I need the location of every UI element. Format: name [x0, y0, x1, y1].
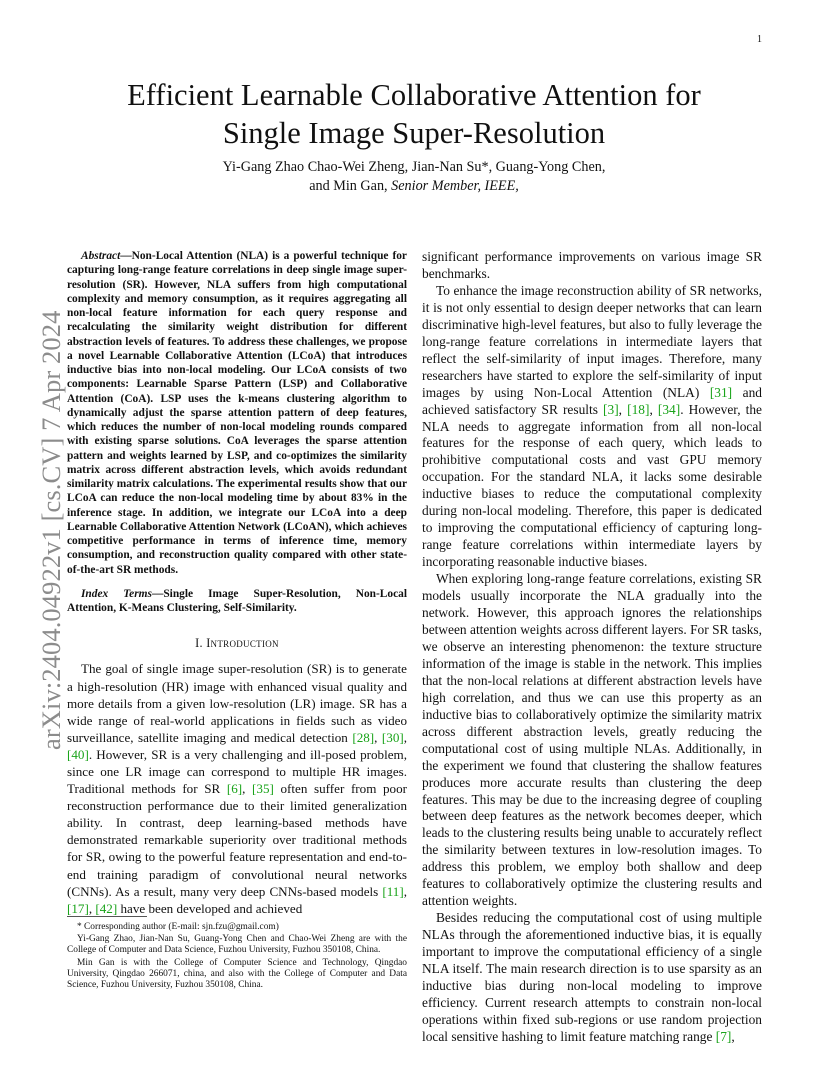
citation-link[interactable]: [3] [603, 401, 619, 417]
page-number: 1 [757, 34, 762, 45]
left-column [67, 249, 407, 917]
authors-membership: Senior Member, IEEE, [391, 178, 519, 194]
intro-text: To enhance the image reconstruction ability of SR networks, it is not only essential to design deeper networks that can learn discriminative high-level features, but also to fully leverage the long-range feature correlations in intermediate layers that reflect the self-similarity of input images. Therefore, many researchers have started to explore the self-similarity of input images by using Non-Local Attention (NLA) [422, 282, 762, 400]
citation-link[interactable]: [42] [95, 900, 118, 916]
right-column [422, 249, 762, 1046]
authors-line-1: Yi-Gang Zhao Chao-Wei Zheng, Jian-Nan Su*, Guang-Yong Chen, [222, 159, 606, 175]
abstract [67, 249, 407, 577]
footnotes [67, 922, 407, 992]
citation-link[interactable]: [11] [382, 883, 404, 899]
intro-paragraph-4 [422, 910, 762, 1046]
citation-link[interactable]: [35] [252, 781, 274, 797]
citation-link[interactable]: [28] [352, 729, 375, 745]
citation-link[interactable]: [34] [657, 401, 681, 417]
index-terms-label: Index Terms [81, 587, 152, 600]
intro-paragraph-1: The goal of single image super-resolution (SR) is to generate a high-resolution (HR) image with enhanced visual quality and more details from a given low-resolution (LR) image. SR has a wide range of real-world applications in fields such as video surveillance, satellite imaging and medical detection [28], [30], [40]. However, SR is a very challenging and ill-posed problem, since one LR image can correspond to multiple HR images. Traditional methods for SR [6], [35] often suffer from poor reconstruction performance due to their limited generalization ability. In contrast, deep learning-based methods have demonstrated remarkable superiority over traditional methods for SR, owing to the powerful feature representation and end-to-end training paradigm of convolutional neural networks (CNNs). As a result, many very deep CNNs-based models [11], [17], [42] have been developed and achieved [67, 661, 408, 916]
abstract-label: Abstract [81, 250, 121, 262]
arxiv-identifier: arXiv:2404.04922v1 [cs.CV] 7 Apr 2024 [36, 310, 66, 750]
section-number: I. [195, 636, 207, 651]
intro-text-b: . However, SR is a very challenging and ill-posed problem, since one LR image can correspond to multiple HR images. Traditional methods for SR [67, 746, 407, 797]
authors-line-2 [70, 177, 758, 196]
intro-paragraph-3: When exploring long-range feature correlations, existing SR models usually incorporate the NLA gradually into the network. However, this approach ignores the relationships between attention weights across different layers. For SR tasks, we observe an interesting phenomenon: the texture structure information of the image is stable in the network. This implies that the non-local relations at different abstraction levels have high correlation, and thus we can use this property as an inductive bias to collaboratively optimize the similarity matrix across different abstraction levels, greatly reducing the computational cost of using multiple NLAs. Additionally, in the experiment we found that clustering the shallow features produces more accurate results than clustering the deep features. This may be due to the increasing degree of coupling between deep features as the network becomes deeper, which leads to the clustering results being unable to accurately reflect the similarity between textures in low-resolution images. To address this problem, we employ both shallow and deep features to collaboratively optimize the clustering results and attention weights. [422, 571, 762, 909]
section-title: Introduction [206, 636, 279, 651]
intro-text: Besides reducing the computational cost of using multiple NLAs through the aforementioned inductive bias, it is equally important to improve the computational efficiency of a single NLA itself. The main research direction is to use sparsity as an inductive bias during non-local modeling to improve efficiency. Current research attempts to constrain non-local operations within fixed sub-regions or use random projection local sensitive hashing to limit feature matching range [422, 910, 762, 1044]
citation-link[interactable]: [6] [226, 781, 243, 797]
intro-text: and achieved satisfactory SR results [422, 384, 762, 417]
citation-link[interactable]: [40] [67, 746, 89, 762]
intro-text-a: The goal of single image super-resolution (SR) is to generate a high-resolution (HR) image with enhanced visual quality and more details from a given low-resolution (LR) image. SR has a wide range of real-world applications in fields such as video surveillance, satellite imaging and medical detection [67, 661, 407, 745]
footnote-affiliation-1: Yi-Gang Zhao, Jian-Nan Su, Guang-Yong Chen and Chao-Wei Zheng are with the College of Computer and Data Science, Fuzhou University, Fuzhou 350108, China. [67, 934, 407, 956]
intro-paragraph-continued: significant performance improvements on various image SR benchmarks. [422, 249, 762, 281]
title-line-2: Single Image Super-Resolution [222, 116, 606, 150]
index-terms-text: —Single Image Super-Resolution, Non-Local Attention, K-Means Clustering, Self-Similarity. [67, 587, 407, 614]
citation-link[interactable]: [7] [715, 1028, 732, 1044]
title-line-1: Efficient Learnable Collaborative Attention for [127, 78, 701, 112]
footnote-affiliation-2: Min Gan is with the College of Computer Science and Technology, Qingdao University, Qingdao 266071, china, and also with the College of Computer and Data Science, Fuzhou University, Fuzhou 350108, China. [67, 957, 407, 991]
authors-line-2-prefix: and Min Gan, [309, 178, 392, 194]
citation-link[interactable]: [31] [709, 384, 733, 400]
citation-link[interactable]: [30] [381, 729, 404, 745]
index-terms [67, 587, 407, 616]
intro-text: , [731, 1028, 735, 1044]
intro-text-d: have been developed and achieved [117, 900, 303, 916]
section-heading-introduction [67, 635, 407, 651]
abstract-text: —Non-Local Attention (NLA) is a powerful technique for capturing long-range feature correlations in deep single image super-resolution (SR). However, NLA suffers from high computational complexity and memory consumption, as it requires aggregating all non-local feature information for each query response and recalculating the similarity weight distribution for different abstraction levels of features. To address these challenges, we propose a novel Learnable Collaborative Attention (LCoA) that introduces inductive bias into non-local modeling. Our LCoA consists of two components: Learnable Sparse Pattern (LSP) and Collaborative Attention (CoA). LSP uses the k-means clustering algorithm to dynamically adjust the sparse attention pattern of deep features, which reduces the number of non-local modeling rounds compared with existing sparse solutions. CoA leverages the sparse attention pattern and weights learned by LSP, and co-optimizes the similarity matrix across different abstraction levels, which avoids redundant similarity matrix calculations. The experimental results show that our LCoA can reduce the non-local modeling time by about 83% in the inference stage. In addition, we integrate our LCoA into a deep Learnable Collaborative Attention Network (LCoAN), which achieves competitive performance in terms of inference time, memory consumption, and reconstruction quality compared with other state-of-the-art SR methods. [67, 250, 407, 576]
author-list [70, 158, 758, 196]
intro-text: . However, the NLA needs to aggregate information from all non-local features for the response of each query, which leads to prohibitive computational costs and vast GPU memory occupation. For the standard NLA, it lacks some desirable inductive biases to reduce the computational complexity during non-local modeling. Therefore, this paper is dedicated to improving the computational efficiency of capturing long-range feature correlations within intermediate layers by incorporating reasonable inductive biases. [422, 401, 762, 570]
citation-link[interactable]: [18] [627, 401, 650, 417]
arxiv-stamp [16, 290, 66, 750]
intro-text-c: often suffer from poor reconstruction performance due to their limited generalization ability. In contrast, deep learning-based methods have demonstrated remarkable superiority over traditional methods for SR, owing to the powerful feature representation and end-to-end training paradigm of convolutional neural networks (CNNs). As a result, many very deep CNNs-based models [67, 781, 408, 899]
intro-paragraph-2: To enhance the image reconstruction ability of SR networks, it is not only essential to design deeper networks that can learn discriminative high-level features, but also to fully leverage the long-range feature correlations in intermediate layers that reflect the self-similarity of input images. Therefore, many researchers have started to explore the self-similarity of input images by using Non-Local Attention (NLA) [31] and achieved satisfactory SR results [3], [18], [34]. However, the NLA needs to aggregate information from all non-local features for the response of each query, which leads to prohibitive computational costs and vast GPU memory occupation. For the standard NLA, it lacks some desirable inductive biases to reduce the computational complexity during non-local modeling. Therefore, this paper is dedicated to improving the computational efficiency of capturing long-range feature correlations within intermediate layers by incorporating reasonable inductive biases. [422, 282, 762, 570]
footnote-corresponding-author: * Corresponding author (E-mail: sjn.fzu@gmail.com) [77, 922, 279, 932]
paper-title [70, 76, 758, 152]
footnote-divider [67, 916, 147, 917]
citation-link[interactable]: [17] [67, 900, 89, 916]
